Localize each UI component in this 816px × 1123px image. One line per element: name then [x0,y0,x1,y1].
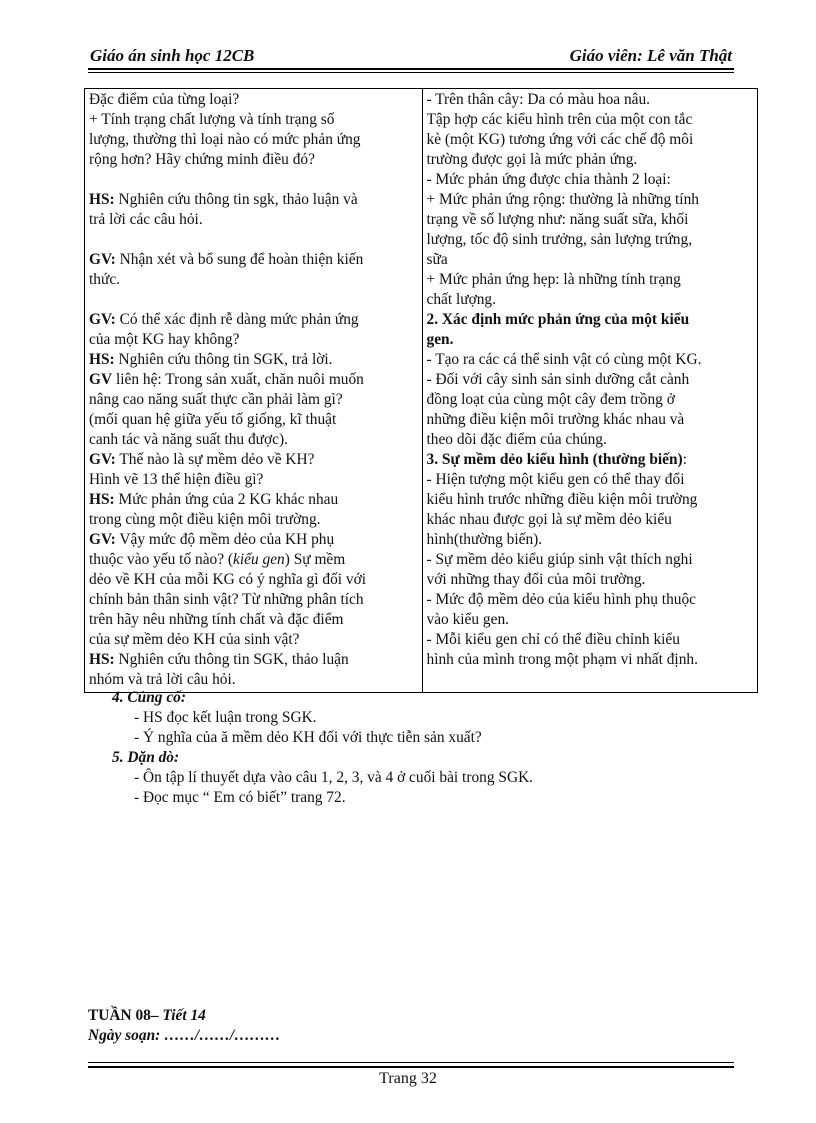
week-lesson [88,1006,280,1026]
text-line: khác nhau được gọi là sự mềm dẻo kiểu [426,511,672,528]
list-item: - HS đọc kết luận trong SGK. [134,709,317,726]
section-heading-2 [427,310,754,330]
text-line: đồng loạt của cùng một cây đem trồng ở [426,391,675,408]
text-line: - Mỗi kiểu gen chỉ có thể điều chỉnh kiểu [426,631,680,648]
text-line: của sự mềm dẻo KH của sinh vật? [89,631,300,648]
list-item: - Ý nghĩa của ă mềm dẻo KH đối với thực tiễn sản xuất? [134,729,482,746]
text-line: trên hãy nêu những tính chất và đặc điểm [89,611,344,628]
text-line: rộng hơn? Hãy chứng minh điều đó? [89,151,315,168]
text-line [89,250,418,270]
text-run: Vậy mức độ mềm dẻo của KH phụ [115,531,335,548]
section-5-title: 5. Dặn dò: [112,749,180,766]
text-line: hình(thường biến). [426,531,543,548]
role-label: HS: [89,491,115,508]
text-line [89,350,418,370]
header-subject: Giáo án sinh học 12CB [90,46,255,65]
text-line: nhóm và trả lời câu hỏi. [89,671,236,688]
text-line: - Mức độ mềm dẻo của kiểu hình phụ thuộc [426,591,696,608]
role-label: GV: [89,531,116,548]
text-line: kiểu hình trước những điều kiện môi trường [426,491,698,508]
role-label: GV [89,371,113,388]
text-line: với những thay đổi của môi trường. [426,571,646,588]
heading-text: 2. Xác định mức phản ứng của một kiểu [426,311,690,328]
text-line: trả lời các câu hỏi. [89,211,203,228]
list-item: - Ôn tập lí thuyết dựa vào câu 1, 2, 3, và 4 ở cuối bài trong SGK. [134,769,534,786]
role-label: HS: [89,351,115,368]
text-run: liên hệ: Trong sản xuất, chăn nuôi muốn [112,371,364,388]
heading-text: 3. Sự mềm dẻo kiểu hình (thường biến) [426,451,683,468]
section-heading-2-cont [427,330,754,350]
text-run: Nghiên cứu thông tin SGK, thảo luận [114,651,349,668]
text-line: trường được gọi là mức phản ứng. [426,151,638,168]
text-run: Nhận xét và bổ sung để hoàn thiện kiến [115,251,364,268]
text-line: trong cùng một điều kiện môi trường. [89,511,321,528]
role-label: GV: [89,251,116,268]
list-item: - Đọc mục “ Em có biết” trang 72. [134,789,346,806]
text-run: Nghiên cứu thông tin SGK, trả lời. [114,351,333,368]
text-run: ) Sự mềm [284,551,346,568]
header-rule-thin [88,72,734,73]
role-label: HS: [89,191,115,208]
text-line: thức. [89,271,120,288]
text-line [89,530,418,550]
text-line: trạng về số lượng như: năng suất sữa, khối [426,211,689,228]
text-line [89,370,418,390]
section-4-title: 4. Củng cố: [112,689,186,706]
role-label: GV: [89,451,116,468]
text-line: - Đối với cây sinh sản sinh dưỡng cắt cành [426,371,690,388]
text-line: sữa [426,251,448,268]
text-line: - Sự mềm dẻo kiểu giúp sinh vật thích nghi [426,551,693,568]
lesson-content [422,89,758,693]
page-header [88,44,734,66]
text-line: - Mức phản ứng được chia thành 2 loại: [426,171,671,188]
text-line: dẻo về KH của mỗi KG có ý nghĩa gì đối với [89,571,366,588]
footer-rule-thin [88,1062,734,1063]
text-line: hình của mình trong một phạm vi nhất định. [426,651,698,668]
text-line: (mối quan hệ giữa yếu tố giống, kĩ thuật [89,411,337,428]
header-rule-thick [88,68,734,70]
week-label: TUẦN 08– [88,1007,163,1024]
lesson-conclusion [88,688,748,808]
text-line [89,550,418,570]
text-line: + Tính trạng chất lượng và tính trạng số [89,111,335,128]
text-line: những điều kiện môi trường khác nhau và [426,411,685,428]
text-line: nâng cao năng suất thực cần phải làm gì? [89,391,343,408]
page-number: Trang 32 [379,1070,437,1087]
text-line: Tập hợp các kiểu hình trên của một con tắc [426,111,693,128]
lesson-table [84,88,758,693]
section-heading-3 [427,450,754,470]
text-run: Có thể xác định rễ dàng mức phản ứng [115,311,359,328]
text-line: canh tác và năng suất thu được). [89,431,288,448]
italic-term: kiểu gen [233,551,285,568]
text-line: vào kiểu gen. [426,611,509,628]
text-line: lượng, tốc độ sinh trưởng, sản lượng trứng, [426,231,693,248]
text-run: thuộc vào yếu tố nào? ( [89,551,234,568]
text-line: chính bản thân sinh vật? Từ những phân tích [89,591,364,608]
text-line: lượng, thường thì loại nào có mức phản ứng [89,131,361,148]
text-line: kè (một KG) tương ứng với các chế độ môi [426,131,694,148]
text-line: theo dõi đặc điểm của chúng. [426,431,607,448]
next-lesson-info [88,1006,280,1046]
text-line [89,650,418,670]
lesson-label: Tiết 14 [162,1007,206,1024]
role-label: GV: [89,311,116,328]
text-line: - Hiện tượng một kiểu gen có thể thay đổi [426,471,685,488]
text-run: : [682,451,687,468]
text-line: Đặc điểm của từng loại? [89,91,240,108]
text-line: của một KG hay không? [89,331,240,348]
prep-date: Ngày soạn: ……/……/……… [88,1027,281,1044]
table-row [85,89,758,693]
text-run: Thế nào là sự mềm dẻo về KH? [115,451,315,468]
teacher-student-activities [85,89,423,693]
text-line: + Mức phản ứng hẹp: là những tính trạng [426,271,681,288]
text-line [89,310,418,330]
role-label: HS: [89,651,115,668]
text-run: Mức phản ứng của 2 KG khác nhau [114,491,339,508]
text-line: chất lượng. [426,291,496,308]
text-run: Nghiên cứu thông tin sgk, thảo luận và [114,191,358,208]
text-line: - Trên thân cây: Da có màu hoa nâu. [426,91,651,108]
heading-text: gen. [426,331,454,348]
text-line [89,490,418,510]
header-teacher: Giáo viên: Lê văn Thật [569,46,732,65]
text-line: + Mức phản ứng rộng: thường là những tính [426,191,699,208]
text-line: Hình vẽ 13 thể hiện điều gì? [89,471,264,488]
text-line [89,190,418,210]
footer-rule-thick [88,1066,734,1068]
text-line [89,450,418,470]
text-line: - Tạo ra các cá thể sinh vật có cùng một KG. [426,351,702,368]
